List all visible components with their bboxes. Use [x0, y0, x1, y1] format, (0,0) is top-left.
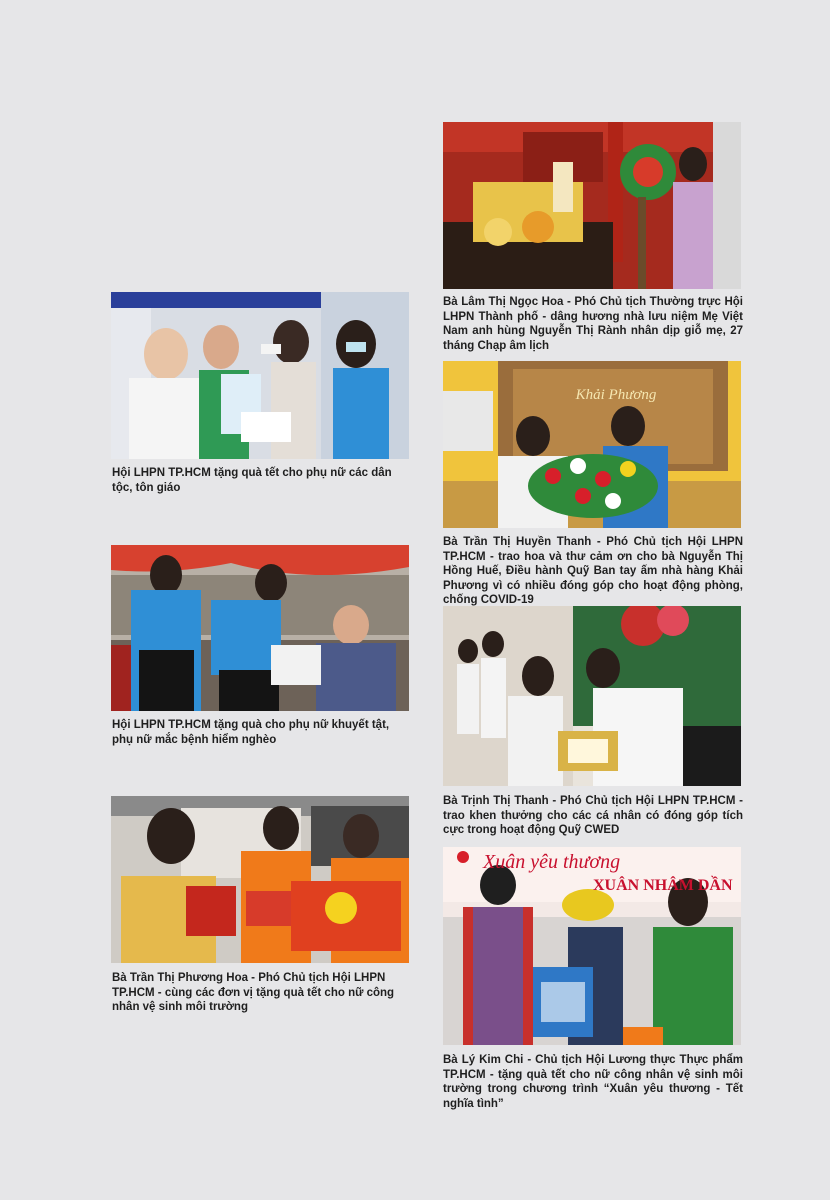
photo-gift-sanitation-workers-2: [443, 847, 741, 1045]
photo-incense-offering: [443, 122, 741, 289]
photo-caption: Bà Trịnh Thị Thanh - Phó Chủ tịch Hội LHPN TP.HCM - trao khen thưởng cho các cá nhân có đóng góp tích cực trong hoạt động Quỹ CWED: [443, 795, 743, 836]
photo-image: [111, 545, 409, 711]
photo-caption: Bà Trần Thị Phương Hoa - Phó Chủ tịch Hội LHPN TP.HCM - cùng các đơn vị tặng quà tết cho nữ công nhân vệ sinh môi trường: [112, 972, 395, 1013]
photo-caption: Bà Lâm Thị Ngọc Hoa - Phó Chủ tịch Thường trực Hội LHPN Thành phố - dâng hương nhà lưu niệm Mẹ Việt Nam anh hùng Nguyễn Thị Rành nhân dịp giỗ mẹ, 27 tháng Chạp âm lịch: [443, 296, 743, 352]
photo-caption: Hội LHPN TP.HCM tặng quà tết cho phụ nữ các dân tộc, tôn giáo: [112, 467, 392, 494]
photo-gift-ethnic-religious-women: [111, 292, 409, 459]
photo-image: [443, 606, 741, 786]
photo-gift-sanitation-workers-1: [111, 796, 409, 963]
photo-image: [111, 292, 409, 459]
photo-caption: Bà Trần Thị Huyền Thanh - Phó Chủ tịch Hội LHPN TP.HCM - trao hoa và thư cảm ơn cho bà Nguyễn Thị Hồng Huế, Điều hành Quỹ Ban tay ấm nhà hàng Khải Phương vì có nhiều đóng góp cho hoạt động phòng, chống COVID-19: [443, 536, 743, 606]
restaurant-sign: Khải Phương: [575, 387, 657, 403]
event-banner-line-1: Xuân yêu thương: [483, 851, 621, 873]
event-banner-line-2: XUÂN NHÂM DẦN: [593, 877, 733, 894]
photo-caption: Hội LHPN TP.HCM tặng quà cho phụ nữ khuyết tật, phụ nữ mắc bệnh hiểm nghèo: [112, 719, 390, 746]
photo-khai-phuong-flowers: [443, 361, 741, 528]
photo-cwed-awards: [443, 606, 741, 786]
photo-gift-disabled-women: [111, 545, 409, 711]
photo-image: [111, 796, 409, 963]
photo-caption: Bà Lý Kim Chi - Chủ tịch Hội Lương thực Thực phẩm TP.HCM - tặng quà tết cho nữ công nhân vệ sinh môi trường trong chương trình “Xuân yêu thương - Tết nghĩa tình”: [443, 1054, 743, 1110]
photo-image: [443, 122, 741, 289]
